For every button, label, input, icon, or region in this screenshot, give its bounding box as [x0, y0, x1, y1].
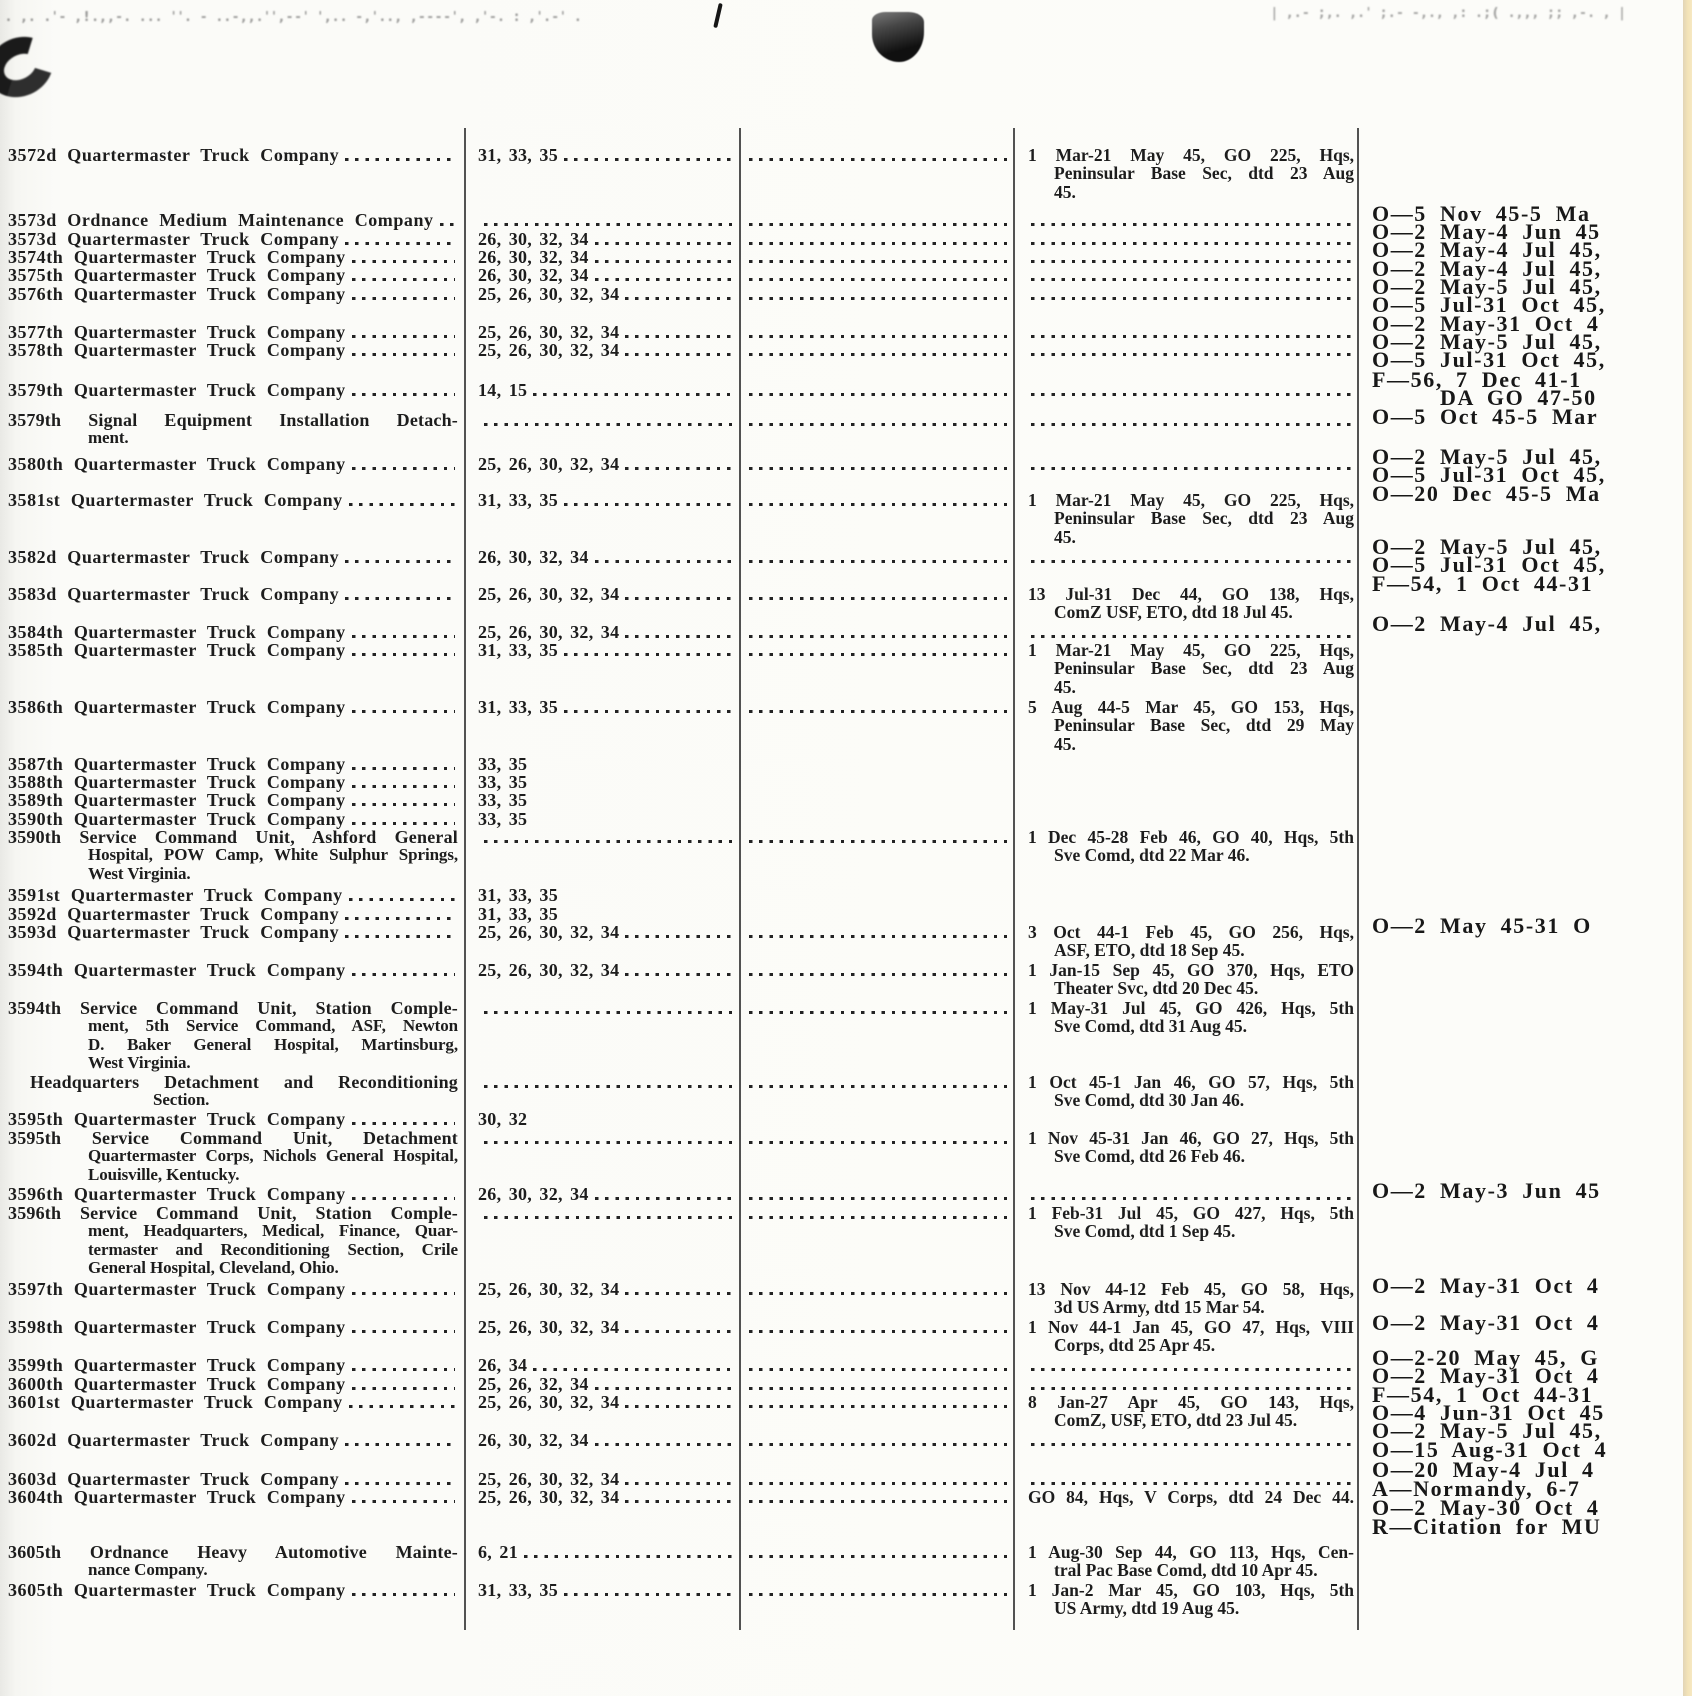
text-line: Sve Comd, dtd 22 Mar 46.: [1054, 845, 1250, 866]
text-line: Louisville, Kentucky.: [88, 1164, 240, 1184]
text-line: 45.: [1054, 526, 1076, 547]
honors-entry: O—4 Jun-31 Oct 45: [1372, 1400, 1605, 1425]
unit-name: 3584th Quartermaster Truck Company: [8, 622, 346, 642]
honors-entry: O—5 Jul-31 Oct 45,: [1372, 347, 1606, 372]
text-line: Peninsular Base Sec, dtd 29 May: [1054, 715, 1354, 736]
unit-name: 3600th Quartermaster Truck Company: [8, 1374, 346, 1394]
campaign-credits: 14, 15: [478, 380, 528, 400]
campaign-credits: 31, 33, 35: [478, 1580, 558, 1600]
unit-name: 3590th Quartermaster Truck Company: [8, 809, 346, 829]
unit-name: 3573d Quartermaster Truck Company: [8, 229, 340, 249]
text-line: 3590th Service Command Unit, Ashford General: [8, 827, 458, 847]
page-edge-strip: [1683, 0, 1692, 1696]
campaign-credits: 26, 30, 32, 34: [478, 1184, 589, 1204]
unit-name: 3597th Quartermaster Truck Company: [8, 1279, 346, 1299]
unit-name: 3583d Quartermaster Truck Company: [8, 584, 340, 604]
honors-entry: O—2 May-5 Jul 45,: [1372, 329, 1602, 354]
text-line: Peninsular Base Sec, dtd 23 Aug: [1054, 163, 1354, 184]
text-line: 1 Mar-21 May 45, GO 225, Hqs,: [1028, 145, 1354, 165]
campaign-credits: 25, 26, 30, 32, 34: [478, 1279, 620, 1299]
campaign-credits: 33, 35: [478, 809, 528, 829]
text-line: General Hospital, Cleveland, Ohio.: [88, 1258, 339, 1278]
text-line: US Army, dtd 19 Aug 45.: [1054, 1598, 1240, 1619]
campaign-credits: 25, 26, 30, 32, 34: [478, 584, 620, 604]
campaign-credits: 26, 34: [478, 1355, 528, 1375]
text-line: 8 Jan-27 Apr 45, GO 143, Hqs,: [1028, 1392, 1354, 1412]
unit-name: 3598th Quartermaster Truck Company: [8, 1317, 346, 1337]
text-line: Section.: [153, 1090, 210, 1110]
honors-entry: O—5 Jul-31 Oct 45,: [1372, 292, 1606, 317]
text-line: 5 Aug 44-5 Mar 45, GO 153, Hqs,: [1028, 697, 1354, 717]
honors-entry: O—20 Dec 45-5 Ma: [1372, 481, 1601, 506]
unit-name: 3586th Quartermaster Truck Company: [8, 697, 346, 717]
text-line: Theater Svc, dtd 20 Dec 45.: [1054, 978, 1259, 999]
honors-entry: O—5 Jul-31 Oct 45,: [1372, 462, 1606, 487]
campaign-credits: 33, 35: [478, 772, 528, 792]
unit-name: 3599th Quartermaster Truck Company: [8, 1355, 346, 1375]
honors-entry: O—2 May-4 Jul 45,: [1372, 611, 1602, 636]
unit-name: 3577th Quartermaster Truck Company: [8, 322, 346, 342]
text-line: 1 Nov 44-1 Jan 45, GO 47, Hqs, VIII: [1028, 1317, 1354, 1337]
text-line: 1 Nov 45-31 Jan 46, GO 27, Hqs, 5th: [1028, 1128, 1354, 1148]
text-line: 45.: [1054, 676, 1076, 697]
text-line: 3596th Service Command Unit, Station Comple-: [8, 1203, 458, 1223]
unit-name: 3589th Quartermaster Truck Company: [8, 790, 346, 810]
campaign-credits: 26, 30, 32, 34: [478, 547, 589, 567]
campaign-credits: 31, 33, 35: [478, 697, 558, 717]
scan-smudge-top-left: . ,. .'- ,!.,,-. ... ''. - ..-,,.'',--' ',.. -,'.., ,----', ,'-. : ,'.-' .: [6, 10, 584, 25]
unit-name: 3594th Quartermaster Truck Company: [8, 960, 346, 980]
text-line: 1 Feb-31 Jul 45, GO 427, Hqs, 5th: [1028, 1203, 1354, 1223]
text-line: 1 Dec 45-28 Feb 46, GO 40, Hqs, 5th: [1028, 827, 1354, 847]
text-line: D. Baker General Hospital, Martinsburg,: [88, 1034, 458, 1054]
campaign-credits: 33, 35: [478, 790, 528, 810]
scan-smudge-top-right: | ,.- ;,. ,.' ;.- -,., ,: .;( .,,, ;; ,-. , |: [1272, 6, 1628, 21]
campaign-credits: 26, 30, 32, 34: [478, 229, 589, 249]
campaign-credits: 6, 21: [478, 1542, 518, 1562]
campaign-credits: 25, 26, 30, 32, 34: [478, 960, 620, 980]
campaign-credits: 31, 33, 35: [478, 145, 558, 165]
unit-name: 3573d Ordnance Medium Maintenance Company: [8, 210, 434, 230]
campaign-credits: 25, 26, 32, 34: [478, 1374, 589, 1394]
unit-name: 3596th Quartermaster Truck Company: [8, 1184, 346, 1204]
text-line: ComZ, USF, ETO, dtd 23 Jul 45.: [1054, 1410, 1298, 1431]
unit-name: 3605th Quartermaster Truck Company: [8, 1580, 346, 1600]
honors-entry: O—2 May-3 Jun 45: [1372, 1178, 1601, 1203]
text-line: ment, Headquarters, Medical, Finance, Quar-: [88, 1221, 458, 1241]
unit-name: 3575th Quartermaster Truck Company: [8, 265, 346, 285]
campaign-credits: 25, 26, 30, 32, 34: [478, 454, 620, 474]
campaign-credits: 25, 26, 30, 32, 34: [478, 622, 620, 642]
unit-name: 3581st Quartermaster Truck Company: [8, 490, 343, 510]
honors-entry: O—2 May-5 Jul 45,: [1372, 534, 1602, 559]
text-line: West Virginia.: [88, 1053, 191, 1073]
campaign-credits: 26, 30, 32, 34: [478, 247, 589, 267]
campaign-credits: 25, 26, 30, 32, 34: [478, 284, 620, 304]
unit-name: 3588th Quartermaster Truck Company: [8, 772, 346, 792]
campaign-credits: 25, 26, 30, 32, 34: [478, 1487, 620, 1507]
text-line: 13 Nov 44-12 Feb 45, GO 58, Hqs,: [1028, 1279, 1354, 1299]
unit-name: 3601st Quartermaster Truck Company: [8, 1392, 343, 1412]
campaign-credits: 25, 26, 30, 32, 34: [478, 922, 620, 942]
text-line: 1 Jan-2 Mar 45, GO 103, Hqs, 5th: [1028, 1580, 1354, 1600]
honors-entry: O—2 May-4 Jun 45: [1372, 219, 1601, 244]
text-line: 3579th Signal Equipment Installation Detach-: [8, 410, 458, 430]
text-line: 3594th Service Command Unit, Station Comple-: [8, 998, 458, 1018]
honors-entry: O—15 Aug-31 Oct 4: [1372, 1437, 1608, 1462]
honors-entry: O—2 May-4 Jul 45,: [1372, 256, 1602, 281]
text-line: Corps, dtd 25 Apr 45.: [1054, 1335, 1216, 1356]
honors-entry: F—54, 1 Oct 44-31: [1372, 571, 1594, 596]
honors-entry: A—Normandy, 6-7: [1372, 1476, 1581, 1501]
honors-entry: R—Citation for MU: [1372, 1514, 1602, 1539]
unit-name: 3572d Quartermaster Truck Company: [8, 145, 340, 165]
text-line: 3595th Service Command Unit, Detachment: [8, 1128, 458, 1148]
text-line: Peninsular Base Sec, dtd 23 Aug: [1054, 658, 1354, 679]
honors-entry: O—2 May-4 Jul 45,: [1372, 237, 1602, 262]
text-line: Sve Comd, dtd 31 Aug 45.: [1054, 1016, 1248, 1037]
unit-name: 3604th Quartermaster Truck Company: [8, 1487, 346, 1507]
text-line: 3605th Ordnance Heavy Automotive Mainte-: [8, 1542, 458, 1562]
campaign-credits: 26, 30, 32, 34: [478, 1430, 589, 1450]
unit-name: 3591st Quartermaster Truck Company: [8, 885, 343, 905]
text-line: 1 May-31 Jul 45, GO 426, Hqs, 5th: [1028, 998, 1354, 1018]
unit-name: 3585th Quartermaster Truck Company: [8, 640, 346, 660]
campaign-credits: 31, 33, 35: [478, 904, 558, 924]
honors-entry: O—5 Oct 45-5 Mar: [1372, 404, 1599, 429]
honors-entry: O—2 May-5 Jul 45,: [1372, 274, 1602, 299]
text-line: West Virginia.: [88, 863, 191, 883]
unit-name: 3574th Quartermaster Truck Company: [8, 247, 346, 267]
unit-name: 3576th Quartermaster Truck Company: [8, 284, 346, 304]
text-line: 3d US Army, dtd 15 Mar 54.: [1054, 1297, 1265, 1318]
campaign-credits: 31, 33, 35: [478, 885, 558, 905]
campaign-credits: 25, 26, 30, 32, 34: [478, 322, 620, 342]
text-line: Headquarters Detachment and Reconditioning: [30, 1072, 458, 1092]
text-line: ASF, ETO, dtd 18 Sep 45.: [1054, 940, 1245, 961]
unit-name: 3603d Quartermaster Truck Company: [8, 1469, 340, 1489]
text-line: 3 Oct 44-1 Feb 45, GO 256, Hqs,: [1028, 922, 1354, 942]
unit-name: 3592d Quartermaster Truck Company: [8, 904, 340, 924]
text-line: nance Company.: [88, 1560, 208, 1580]
honors-entry: DA GO 47-50: [1440, 385, 1597, 410]
unit-name: 3587th Quartermaster Truck Company: [8, 754, 346, 774]
honors-entry: O—2-20 May 45, G: [1372, 1345, 1599, 1370]
honors-entry: O—5 Nov 45-5 Ma: [1372, 201, 1591, 226]
unit-name: 3580th Quartermaster Truck Company: [8, 454, 346, 474]
text-line: Sve Comd, dtd 26 Feb 46.: [1054, 1146, 1246, 1167]
honors-entry: O—2 May-5 Jul 45,: [1372, 1418, 1602, 1443]
honors-entry: O—2 May-5 Jul 45,: [1372, 444, 1602, 469]
text-line: Quartermaster Corps, Nichols General Hospital,: [88, 1146, 458, 1166]
text-line: 45.: [1054, 733, 1076, 754]
text-line: Sve Comd, dtd 30 Jan 46.: [1054, 1090, 1245, 1111]
unit-name: 3579th Quartermaster Truck Company: [8, 380, 346, 400]
honors-entry: F—56, 7 Dec 41-1: [1372, 367, 1582, 392]
text-line: Hospital, POW Camp, White Sulphur Springs,: [88, 845, 458, 865]
unit-name: 3578th Quartermaster Truck Company: [8, 340, 346, 360]
campaign-credits: 33, 35: [478, 754, 528, 774]
honors-entry: O—5 Jul-31 Oct 45,: [1372, 552, 1606, 577]
text-line: 1 Mar-21 May 45, GO 225, Hqs,: [1028, 490, 1354, 510]
campaign-credits: 31, 33, 35: [478, 490, 558, 510]
text-line: 1 Mar-21 May 45, GO 225, Hqs,: [1028, 640, 1354, 660]
honors-entry: O—2 May-31 Oct 4: [1372, 1363, 1600, 1388]
text-line: 45.: [1054, 181, 1076, 202]
text-line: 1 Oct 45-1 Jan 46, GO 57, Hqs, 5th: [1028, 1072, 1354, 1092]
campaign-credits: 30, 32: [478, 1109, 528, 1129]
campaign-credits: 31, 33, 35: [478, 640, 558, 660]
text-line: termaster and Reconditioning Section, Crile: [88, 1239, 458, 1259]
text-line: 13 Jul-31 Dec 44, GO 138, Hqs,: [1028, 584, 1354, 604]
honors-entry: O—2 May 45-31 O: [1372, 913, 1592, 938]
unit-name: 3582d Quartermaster Truck Company: [8, 547, 340, 567]
unit-name: 3593d Quartermaster Truck Company: [8, 922, 340, 942]
text-line: 1 Aug-30 Sep 44, GO 113, Hqs, Cen-: [1028, 1542, 1354, 1562]
text-line: GO 84, Hqs, V Corps, dtd 24 Dec 44.: [1028, 1487, 1354, 1507]
text-line: ment, 5th Service Command, ASF, Newton: [88, 1016, 458, 1036]
text-line: Peninsular Base Sec, dtd 23 Aug: [1054, 508, 1354, 529]
campaign-credits: 26, 30, 32, 34: [478, 265, 589, 285]
campaign-credits: 25, 26, 30, 32, 34: [478, 1317, 620, 1337]
unit-name: 3602d Quartermaster Truck Company: [8, 1430, 340, 1450]
honors-entry: O—2 May-30 Oct 4: [1372, 1495, 1600, 1520]
text-line: Sve Comd, dtd 1 Sep 45.: [1054, 1221, 1236, 1242]
honors-entry: O—20 May-4 Jul 4: [1372, 1457, 1595, 1482]
honors-entry: F—54, 1 Oct 44-31: [1372, 1382, 1594, 1407]
unit-name: 3595th Quartermaster Truck Company: [8, 1109, 346, 1129]
text-line: 1 Jan-15 Sep 45, GO 370, Hqs, ETO: [1028, 960, 1354, 980]
campaign-credits: 25, 26, 30, 32, 34: [478, 1469, 620, 1489]
text-line: ment.: [88, 428, 129, 448]
honors-entry: O—2 May-31 Oct 4: [1372, 1310, 1600, 1335]
honors-entry: O—2 May-31 Oct 4: [1372, 311, 1600, 336]
honors-entry: O—2 May-31 Oct 4: [1372, 1273, 1600, 1298]
text-line: tral Pac Base Comd, dtd 10 Apr 45.: [1054, 1560, 1318, 1581]
campaign-credits: 25, 26, 30, 32, 34: [478, 1392, 620, 1412]
text-line: ComZ USF, ETO, dtd 18 Jul 45.: [1054, 602, 1293, 623]
campaign-credits: 25, 26, 30, 32, 34: [478, 340, 620, 360]
